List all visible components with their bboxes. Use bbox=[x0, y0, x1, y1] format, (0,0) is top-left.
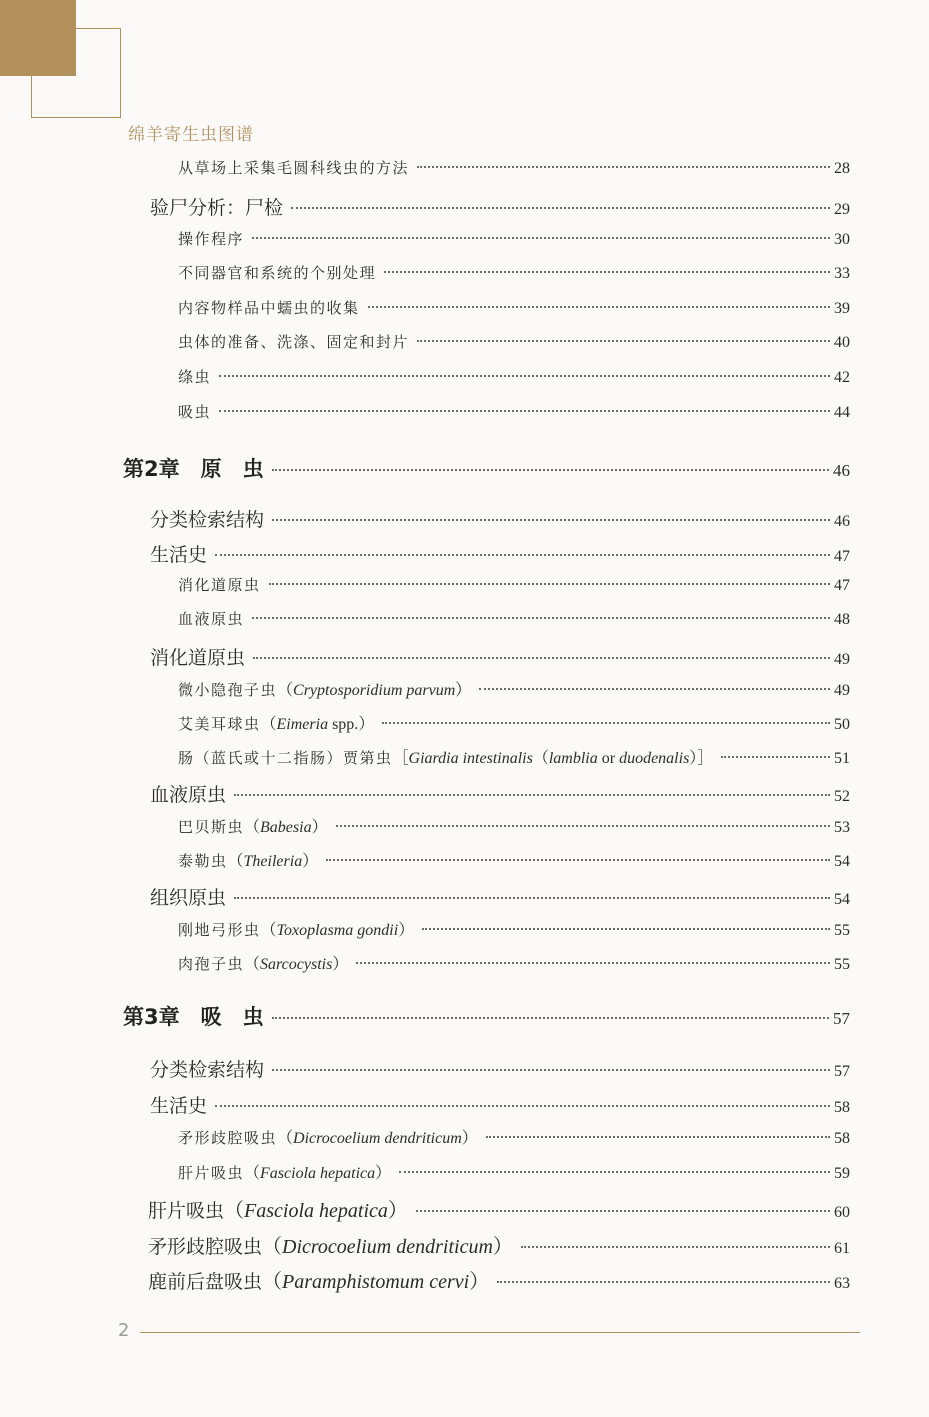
toc-entry[interactable] bbox=[178, 677, 850, 700]
toc-entry-page: 46 bbox=[833, 461, 850, 480]
toc-entry[interactable] bbox=[178, 157, 850, 178]
toc-leader-dots bbox=[234, 794, 830, 796]
toc-entry-title-text: 肝片吸虫 bbox=[148, 1200, 225, 1222]
toc-entry-title bbox=[148, 1230, 513, 1259]
toc-entry-scientific-name bbox=[277, 682, 471, 699]
scientific-name-part: ） bbox=[469, 1271, 490, 1293]
toc-entry-title bbox=[178, 228, 244, 249]
toc-entry-page: 40 bbox=[834, 334, 850, 351]
scientific-name-part: （ bbox=[262, 1236, 283, 1258]
toc-leader-dots bbox=[368, 306, 830, 308]
scientific-name-part: Dicrocoelium bbox=[282, 1236, 392, 1258]
toc-entry-title bbox=[150, 193, 283, 220]
toc-entry-title-text: 第3章 吸 虫 bbox=[123, 1005, 264, 1029]
toc-entry-page: 33 bbox=[834, 265, 850, 282]
toc-entry-page: 55 bbox=[834, 922, 850, 939]
toc-leader-dots bbox=[382, 722, 830, 724]
scientific-name-part: hepatica bbox=[319, 1200, 388, 1222]
toc-leader-dots bbox=[422, 928, 830, 930]
toc-entry-title-text: 不同器官和系统的个别处理 bbox=[178, 264, 377, 282]
toc-entry-scientific-name bbox=[244, 819, 328, 836]
scientific-name-part: Babesia bbox=[260, 819, 312, 836]
scientific-name-part: dendriticum bbox=[384, 1130, 462, 1147]
scientific-name-part: Fasciola bbox=[244, 1200, 315, 1222]
running-head: 绵羊寄生虫图谱 bbox=[128, 125, 254, 145]
toc-entry-title bbox=[178, 711, 374, 734]
toc-entry-page: 57 bbox=[833, 1009, 850, 1028]
toc-leader-dots bbox=[215, 554, 830, 556]
toc-entry-title-text: 血液原虫 bbox=[178, 610, 245, 628]
toc-entry[interactable] bbox=[178, 228, 850, 249]
scientific-name-part: （ bbox=[244, 956, 261, 973]
toc-entry-page: 63 bbox=[834, 1275, 850, 1292]
toc-entry-title-text: 验尸分析：尸检 bbox=[150, 197, 284, 219]
scientific-name-part: ） bbox=[455, 682, 472, 699]
toc-entry-scientific-name bbox=[261, 716, 375, 733]
toc-leader-dots bbox=[384, 271, 830, 273]
toc-leader-dots bbox=[399, 1171, 830, 1173]
toc-entry[interactable] bbox=[178, 401, 850, 422]
toc-leader-dots bbox=[486, 1136, 830, 1138]
scientific-name-part: （ bbox=[277, 1130, 294, 1147]
scientific-name-part: spp. bbox=[332, 716, 359, 733]
scientific-name-part: gondii bbox=[357, 922, 399, 939]
toc-entry-page: 53 bbox=[834, 819, 850, 836]
toc-leader-dots bbox=[479, 688, 830, 690]
toc-leader-dots bbox=[215, 1105, 830, 1107]
scientific-name-part: ） bbox=[302, 853, 319, 870]
toc-leader-dots bbox=[272, 1017, 829, 1019]
toc-entry[interactable] bbox=[150, 1091, 850, 1118]
toc-entry-title-text: 肝片吸虫 bbox=[178, 1164, 245, 1182]
toc-entry[interactable] bbox=[178, 331, 850, 352]
scientific-name-part: Giardia bbox=[408, 750, 459, 767]
toc-entry-title-text: 组织原虫 bbox=[150, 887, 227, 909]
scientific-name-part: ［ bbox=[392, 750, 409, 767]
toc-entry-title bbox=[123, 1001, 264, 1031]
toc-entry-page: 47 bbox=[834, 577, 850, 594]
toc-leader-dots bbox=[219, 375, 830, 377]
toc-entry-page: 47 bbox=[834, 548, 850, 565]
toc-entry-title bbox=[178, 814, 328, 837]
toc-entry-page: 42 bbox=[834, 369, 850, 386]
toc-leader-dots bbox=[252, 617, 830, 619]
scientific-name-part: parvum bbox=[406, 682, 456, 699]
toc-leader-dots bbox=[416, 1210, 830, 1212]
toc-entry-title-text: 肠（蓝氏或十二指肠）贾第虫 bbox=[178, 749, 393, 767]
toc-entry-title-text: 分类检索结构 bbox=[150, 509, 265, 531]
toc-entry-title-text: 分类检索结构 bbox=[150, 1059, 265, 1081]
toc-entry[interactable] bbox=[178, 1125, 850, 1148]
toc-entry-title-text: 肉孢子虫 bbox=[178, 955, 245, 973]
scientific-name-part: ） bbox=[387, 1200, 408, 1222]
scientific-name-part: （ bbox=[224, 1200, 245, 1222]
toc-entry-scientific-name bbox=[244, 956, 348, 973]
toc-entry-title bbox=[148, 1265, 489, 1294]
toc-entry-page: 39 bbox=[834, 300, 850, 317]
toc-entry-title bbox=[150, 643, 245, 670]
scientific-name-part: （ bbox=[227, 853, 244, 870]
toc-entry-page: 44 bbox=[834, 404, 850, 421]
toc-entry[interactable] bbox=[178, 814, 850, 837]
scientific-name-part: （ bbox=[262, 1271, 283, 1293]
scientific-name-part: ） bbox=[311, 819, 328, 836]
scientific-name-part: Dicrocoelium bbox=[293, 1130, 381, 1147]
toc-leader-dots bbox=[272, 519, 830, 521]
toc-entry-title bbox=[178, 262, 376, 283]
toc-entry[interactable] bbox=[178, 917, 850, 940]
toc-entry-title-text: 内容物样品中蠕虫的收集 bbox=[178, 299, 360, 317]
scientific-name-part: （ bbox=[244, 1165, 261, 1182]
scientific-name-part: ） bbox=[492, 1236, 513, 1258]
toc-leader-dots bbox=[721, 756, 830, 758]
toc-entry-title bbox=[178, 608, 244, 629]
scientific-name-part: intestinalis bbox=[462, 750, 533, 767]
toc-entry-page: 60 bbox=[834, 1204, 850, 1221]
scientific-name-part: ） bbox=[461, 1130, 478, 1147]
toc-entry[interactable] bbox=[178, 711, 850, 734]
toc-entry-page: 59 bbox=[834, 1165, 850, 1182]
toc-entry[interactable] bbox=[178, 951, 850, 974]
toc-entry-title-text: 矛形歧腔吸虫 bbox=[178, 1129, 278, 1147]
toc-entry[interactable] bbox=[150, 193, 850, 220]
toc-entry-scientific-name bbox=[277, 1130, 478, 1147]
toc-entry-title-text: 操作程序 bbox=[178, 230, 245, 248]
scientific-name-part: duodenalis bbox=[619, 750, 690, 767]
toc-entry-title-text: 虫体的准备、洗涤、固定和封片 bbox=[178, 333, 410, 351]
toc-entry-title bbox=[150, 1055, 264, 1082]
toc-entry-scientific-name bbox=[228, 853, 319, 870]
toc-entry-title bbox=[178, 574, 261, 595]
toc-leader-dots bbox=[497, 1281, 830, 1283]
scientific-name-part: （ bbox=[244, 819, 261, 836]
toc-leader-dots bbox=[269, 583, 830, 585]
toc-entry-page: 55 bbox=[834, 956, 850, 973]
toc-entry-scientific-name bbox=[261, 922, 415, 939]
toc-entry-title-text: 血液原虫 bbox=[150, 784, 227, 806]
toc-entry-title bbox=[178, 366, 211, 387]
scientific-name-part: dendriticum bbox=[396, 1236, 493, 1258]
toc-entry[interactable] bbox=[178, 297, 850, 318]
scientific-name-part: Eimeria bbox=[276, 716, 329, 733]
toc-entry-title-text: 绦虫 bbox=[178, 368, 212, 386]
toc-entry-title bbox=[178, 331, 409, 352]
toc-entry-title-text: 吸虫 bbox=[178, 403, 212, 421]
footer-rule bbox=[140, 1332, 860, 1333]
toc-entry-page: 58 bbox=[834, 1130, 850, 1147]
toc-entry-page: 46 bbox=[834, 513, 850, 530]
toc-entry-title bbox=[148, 1194, 408, 1223]
toc-leader-dots bbox=[356, 962, 830, 964]
scientific-name-part: or bbox=[601, 750, 616, 767]
toc-entry[interactable] bbox=[148, 1230, 850, 1259]
toc-entry-page: 52 bbox=[834, 788, 850, 805]
scientific-name-part: ］ bbox=[697, 750, 714, 767]
scientific-name-part: Cryptosporidium bbox=[293, 682, 403, 699]
toc-entry-title bbox=[150, 505, 264, 532]
toc-entry-title bbox=[178, 157, 409, 178]
toc-entry-scientific-name bbox=[244, 1165, 391, 1182]
scientific-name-part: （ bbox=[260, 922, 277, 939]
toc-entry-title-text: 生活史 bbox=[150, 1095, 208, 1117]
toc-entry[interactable] bbox=[178, 366, 850, 387]
corner-decoration-frame bbox=[31, 28, 121, 118]
toc-entry-title bbox=[178, 401, 211, 422]
scientific-name-part: cervi bbox=[429, 1271, 470, 1293]
toc-leader-dots bbox=[272, 1069, 830, 1071]
toc-entry-title bbox=[178, 917, 414, 940]
toc-entry[interactable] bbox=[150, 780, 850, 807]
toc-entry-page: 30 bbox=[834, 231, 850, 248]
toc-entry-title bbox=[178, 1160, 391, 1183]
toc-entry[interactable] bbox=[150, 643, 850, 670]
toc-entry-title bbox=[178, 848, 318, 871]
toc-entry-page: 48 bbox=[834, 611, 850, 628]
toc-leader-dots bbox=[417, 166, 830, 168]
toc-entry[interactable] bbox=[150, 540, 850, 567]
toc-entry-scientific-name bbox=[262, 1236, 513, 1258]
scientific-name-part: （ bbox=[532, 750, 549, 767]
toc-entry[interactable] bbox=[178, 745, 850, 768]
toc-entry-title-text: 鹿前后盘吸虫 bbox=[148, 1271, 263, 1293]
toc-entry-title-text: 泰勒虫 bbox=[178, 852, 228, 870]
toc-leader-dots bbox=[234, 897, 830, 899]
toc-entry[interactable] bbox=[178, 1160, 850, 1183]
toc-leader-dots bbox=[252, 237, 830, 239]
toc-entry[interactable] bbox=[178, 262, 850, 283]
toc-entry-title-text: 刚地弓形虫 bbox=[178, 921, 261, 939]
toc-entry-title bbox=[178, 677, 471, 700]
toc-entry-scientific-name bbox=[224, 1200, 408, 1222]
toc-entry-title-text: 微小隐孢子虫 bbox=[178, 681, 278, 699]
toc-entry-page: 28 bbox=[834, 160, 850, 177]
toc-entry[interactable] bbox=[123, 1001, 850, 1031]
toc-entry-title bbox=[178, 745, 713, 768]
toc-entry[interactable] bbox=[123, 453, 850, 483]
toc-entry[interactable] bbox=[150, 883, 850, 910]
scientific-name-part: lamblia bbox=[548, 750, 598, 767]
toc-entry-title bbox=[150, 1091, 207, 1118]
scientific-name-part: Theileria bbox=[243, 853, 303, 870]
toc-entry-title-text: 生活史 bbox=[150, 544, 208, 566]
toc-leader-dots bbox=[219, 410, 830, 412]
toc-entry-page: 54 bbox=[834, 853, 850, 870]
toc-entry-title bbox=[150, 540, 207, 567]
toc-entry[interactable] bbox=[150, 505, 850, 532]
toc-entry-page: 58 bbox=[834, 1099, 850, 1116]
toc-entry-page: 49 bbox=[834, 651, 850, 668]
toc-entry[interactable] bbox=[178, 608, 850, 629]
toc-entry-scientific-name bbox=[262, 1271, 489, 1293]
toc-entry[interactable] bbox=[148, 1194, 850, 1223]
scientific-name-part: ） bbox=[332, 956, 349, 973]
scientific-name-part: ） bbox=[689, 750, 698, 767]
toc-leader-dots bbox=[521, 1246, 830, 1248]
toc-entry-title-text: 艾美耳球虫 bbox=[178, 715, 261, 733]
scientific-name-part: ） bbox=[375, 1165, 392, 1182]
toc-entry-title-text: 巴贝斯虫 bbox=[178, 818, 245, 836]
toc-entry-page: 50 bbox=[834, 716, 850, 733]
toc-entry[interactable] bbox=[178, 574, 850, 595]
toc-entry-title bbox=[178, 297, 360, 318]
toc-entry-page: 54 bbox=[834, 891, 850, 908]
toc-entry-title bbox=[150, 883, 226, 910]
scientific-name-part: ） bbox=[398, 922, 415, 939]
toc-entry-title bbox=[150, 780, 226, 807]
toc-leader-dots bbox=[336, 825, 830, 827]
toc-entry-title-text: 第2章 原 虫 bbox=[123, 457, 264, 481]
scientific-name-part: Sarcocystis bbox=[260, 956, 333, 973]
toc-entry-scientific-name bbox=[393, 750, 714, 767]
toc-entry-title-text: 消化道原虫 bbox=[150, 647, 246, 669]
toc-entry-title-text: 矛形歧腔吸虫 bbox=[148, 1236, 263, 1258]
toc-entry-page: 49 bbox=[834, 682, 850, 699]
toc-entry-title bbox=[178, 951, 348, 974]
toc-entry[interactable] bbox=[178, 848, 850, 871]
page-number: 2 bbox=[118, 1320, 130, 1341]
toc-entry[interactable] bbox=[150, 1055, 850, 1082]
toc-entry-page: 29 bbox=[834, 201, 850, 218]
scientific-name-part: （ bbox=[277, 682, 294, 699]
toc-leader-dots bbox=[253, 657, 830, 659]
toc-leader-dots bbox=[291, 207, 830, 209]
toc-entry-page: 57 bbox=[834, 1063, 850, 1080]
scientific-name-part: （ bbox=[260, 716, 277, 733]
scientific-name-part: hepatica bbox=[320, 1165, 376, 1182]
toc-entry-page: 51 bbox=[834, 750, 850, 767]
scientific-name-part: Toxoplasma bbox=[276, 922, 354, 939]
scientific-name-part: ） bbox=[358, 716, 375, 733]
toc-entry-title-text: 从草场上采集毛圆科线虫的方法 bbox=[178, 159, 410, 177]
toc-entry-title bbox=[123, 453, 264, 483]
toc-entry-page: 61 bbox=[834, 1240, 850, 1257]
scientific-name-part: Fasciola bbox=[260, 1165, 317, 1182]
scientific-name-part: Paramphistomum bbox=[282, 1271, 425, 1293]
toc-leader-dots bbox=[272, 469, 829, 471]
toc-leader-dots bbox=[326, 859, 830, 861]
toc-entry-title bbox=[178, 1125, 478, 1148]
toc-entry-title-text: 消化道原虫 bbox=[178, 576, 261, 594]
toc-leader-dots bbox=[417, 340, 830, 342]
toc-entry[interactable] bbox=[148, 1265, 850, 1294]
